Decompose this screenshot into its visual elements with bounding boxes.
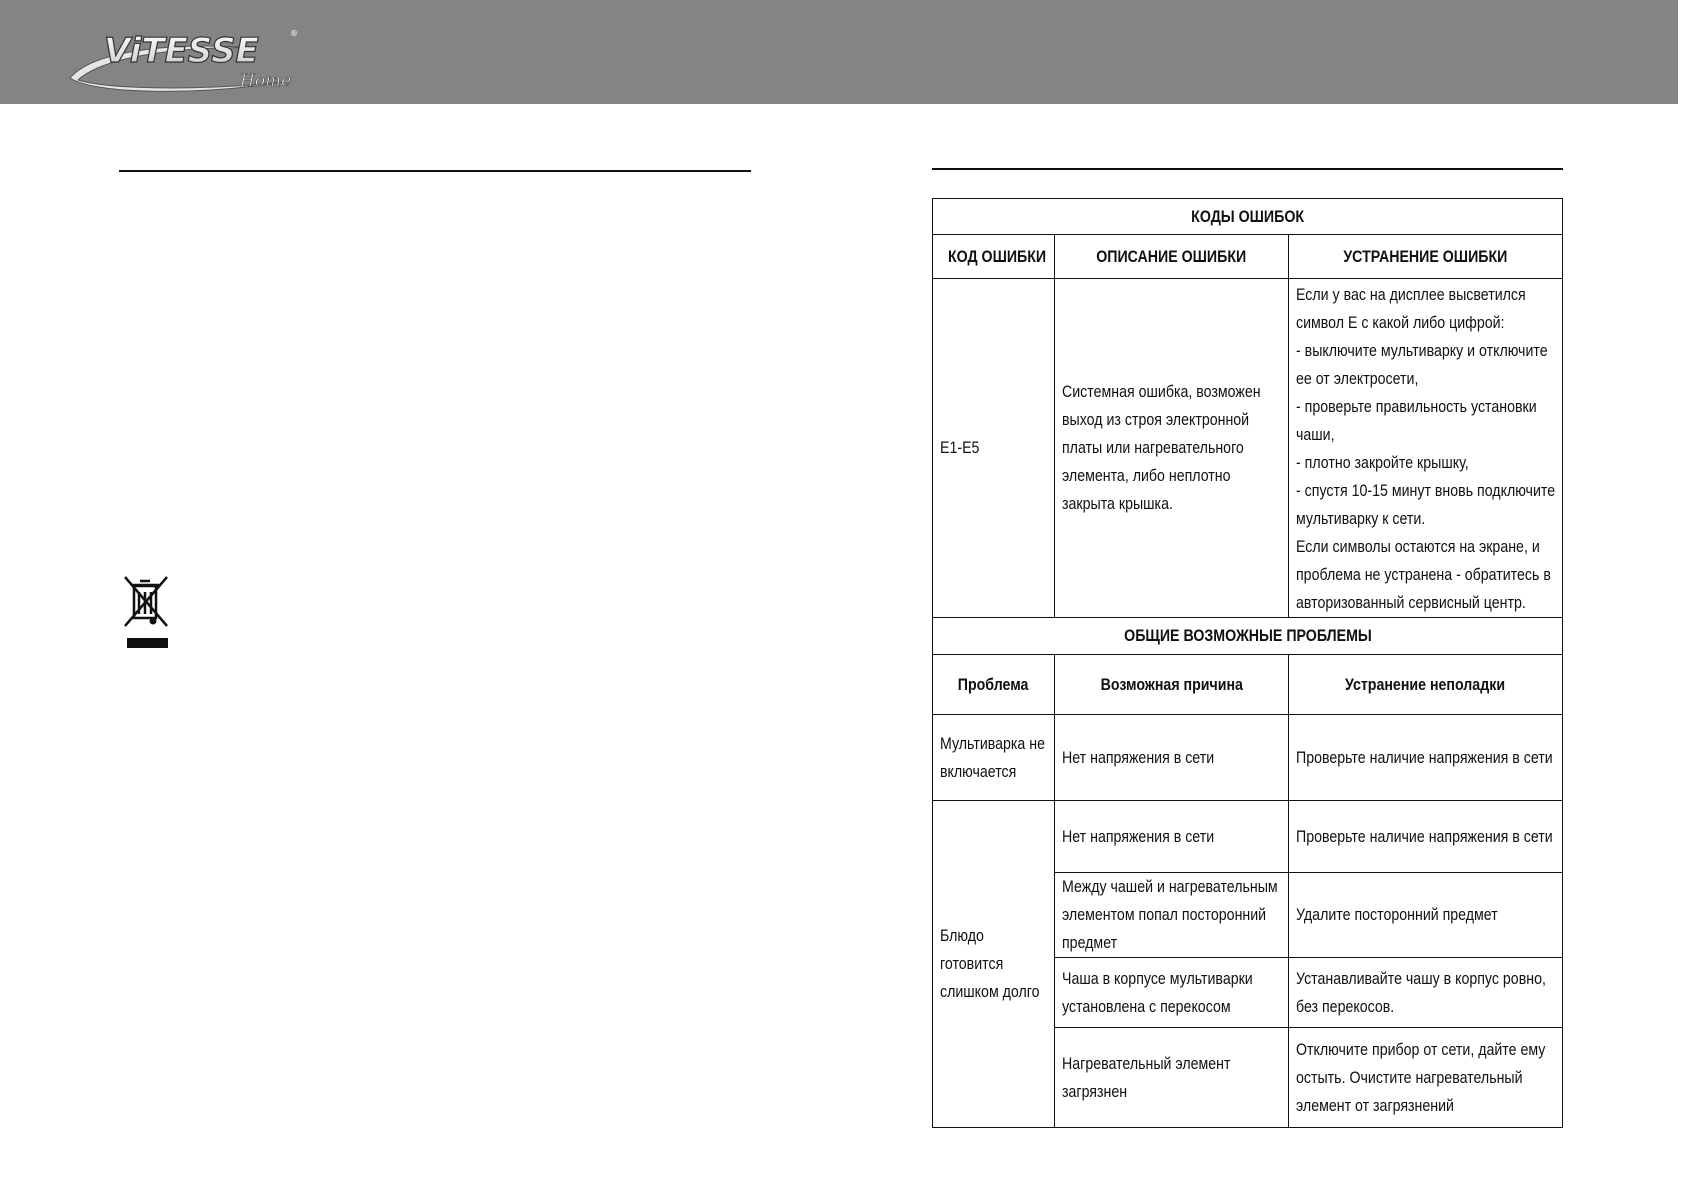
header-cause: Возможная причина <box>1100 675 1243 694</box>
svg-text:®: ® <box>290 29 298 38</box>
header-error-code: КОД ОШИБКИ <box>947 247 1047 266</box>
header-remedy: Устранение неполадки <box>1345 675 1506 694</box>
problems-header-row <box>933 655 1563 715</box>
logo-sub-text: Home <box>240 71 292 91</box>
header-error-fix: УСТРАНЕНИЕ ОШИБКИ <box>1343 247 1508 266</box>
problem-row-no-power <box>933 715 1563 801</box>
crossed-out-wheelie-bin-icon <box>122 574 172 650</box>
error-codes-title: КОДЫ ОШИБОК <box>1191 207 1304 226</box>
vitesse-home-logo <box>64 22 314 98</box>
remedy-cell: Устанавливайте чашу в корпус ровно, без перекосов. <box>1289 958 1563 1028</box>
header-problem: Проблема <box>958 675 1029 694</box>
error-fix-cell: Если у вас на дисплее высветился символ Е с какой либо цифрой: - выключите мультиварку и отключите ее от электросети, - проверьте правильность установки чаши, - плотно закройте крышку, - спустя 10-15 минут вновь подключите мультиварку к сети. Если символы остаются на экране, и проблема не устранена - обратитесь в авторизованный сервисный центр. <box>1289 279 1563 618</box>
cause-cell: Нет напряжения в сети <box>1062 748 1215 767</box>
cause-cell: Нагревательный элемент загрязнен <box>1055 1028 1289 1128</box>
troubleshooting-table <box>932 198 1563 1128</box>
header-error-description: ОПИСАНИЕ ОШИБКИ <box>1096 247 1247 266</box>
error-description-cell: Системная ошибка, возможен выход из строя электронной платы или нагревательного элемента, либо неплотно закрыта крышка. <box>1055 279 1289 618</box>
error-codes-title-row <box>933 199 1563 235</box>
right-section-rule <box>932 168 1563 170</box>
logo-brand-text: ViTESSE <box>104 31 259 71</box>
left-section-rule <box>119 170 751 172</box>
problem-cell: Мультиварка не включается <box>933 715 1055 801</box>
problem-cell: Блюдо готовится слишком долго <box>933 801 1055 1128</box>
remedy-cell: Отключите прибор от сети, дайте ему остыть. Очистите нагревательный элемент от загрязнений <box>1289 1028 1563 1128</box>
problem-row-slow-1 <box>933 801 1563 873</box>
error-code-value: E1-E5 <box>940 439 980 457</box>
cause-cell: Между чашей и нагревательным элементом попал посторонний предмет <box>1055 873 1289 958</box>
cause-cell: Чаша в корпусе мультиварки установлена с перекосом <box>1055 958 1289 1028</box>
cause-cell: Нет напряжения в сети <box>1055 801 1289 873</box>
error-codes-header-row <box>933 235 1563 279</box>
problems-title-row <box>933 618 1563 655</box>
error-row-e1-e5 <box>933 279 1563 618</box>
remedy-cell: Проверьте наличие напряжения в сети <box>1289 801 1563 873</box>
page-edge <box>1678 0 1684 1191</box>
problems-title: ОБЩИЕ ВОЗМОЖНЫЕ ПРОБЛЕМЫ <box>1123 627 1372 645</box>
remedy-cell: Проверьте наличие напряжения в сети <box>1296 748 1553 767</box>
remedy-cell: Удалите посторонний предмет <box>1289 873 1563 958</box>
